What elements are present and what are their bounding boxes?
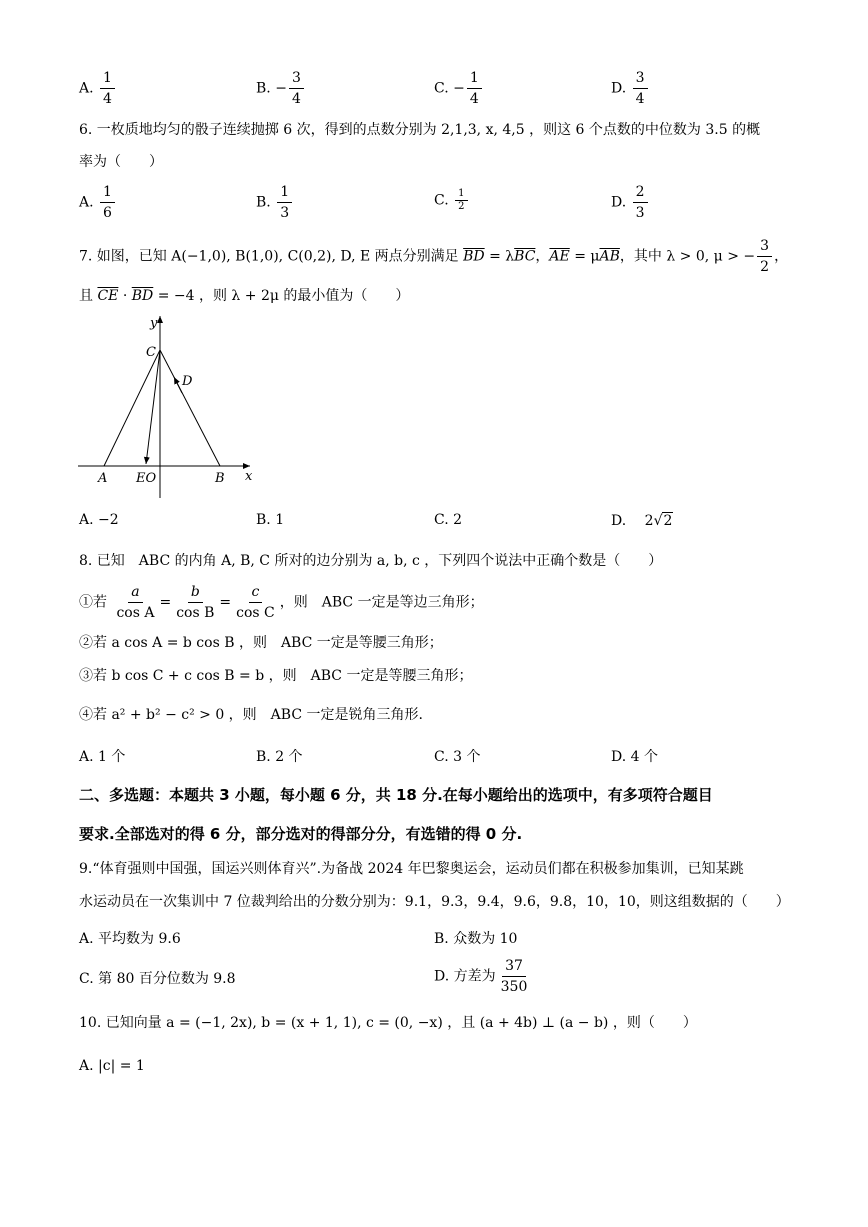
q8-option-b: B. 2 个 [256, 749, 303, 765]
option-label: A. [79, 194, 94, 211]
q8-text: ，则 ABC 一定是等边三角形； [279, 594, 484, 611]
q9-stem-line2: 水运动员在一次集训中 7 位裁判给出的分数分别为：9.1，9.3，9.4，9.6，9.8，10，10，则这组数据的（ ） [79, 894, 790, 910]
fraction [455, 188, 467, 213]
option-label: D. [611, 80, 627, 97]
label-b: B [215, 471, 225, 486]
numerator: 1 [100, 182, 115, 203]
numerator: 3 [289, 68, 304, 89]
label-d: D [182, 374, 193, 389]
denominator: 2 [458, 201, 465, 212]
fraction [113, 582, 157, 623]
q5-option-c [434, 68, 484, 109]
q8-statement-2: ②若 a cos A = b cos B ，则 ABC 一定是等腰三角形； [79, 635, 443, 651]
q6-option-a [79, 182, 117, 223]
q9-stem-line1: 9.“体育强则中国强，国运兴则体育兴”.为备战 2024 年巴黎奥运会，运动员们都在积极参加集训，已知某跳 [79, 861, 744, 877]
option-label: B. [256, 80, 271, 97]
q7-text: · [118, 288, 132, 304]
fraction [100, 182, 115, 223]
numerator: 1 [467, 68, 482, 89]
option-label: C. [434, 192, 449, 209]
coefficient: 2 [644, 513, 654, 529]
numerator: 3 [757, 236, 772, 257]
q7-text: ，其中 λ > 0, μ > − [619, 248, 756, 265]
denominator: 2 [760, 259, 770, 275]
denominator: cos A [116, 605, 155, 621]
q8-statement-4: ④若 a² + b² − c² > 0 ，则 ABC 一定是锐角三角形. [79, 707, 423, 723]
vector-bd-arrow [174, 377, 182, 393]
q7-stem-line2 [79, 286, 409, 306]
vector-bd: $\overline{BD}$ [131, 288, 154, 304]
numerator: 2 [633, 182, 648, 203]
option-label: D. [611, 513, 627, 529]
denominator: cos B [176, 605, 215, 621]
q7-text: = −4 ，则 λ + 2μ 的最小值为（ ） [153, 288, 410, 304]
q6-stem-line1: 6. 一枚质地均匀的骰子连续抛掷 6 次，得到的点数分别为 2,1,3, x, 4,5 ，则这 6 个点数的中位数为 3.5 的概 [79, 122, 761, 138]
option-label: A. [79, 80, 94, 97]
q8-option-a: A. 1 个 [79, 749, 126, 765]
q6-option-c [434, 188, 470, 213]
q7-text: ， [774, 248, 789, 265]
sign: − [275, 80, 287, 97]
option-label: D. [611, 194, 627, 211]
fraction [467, 68, 482, 109]
q10-option-a: A. |c| = 1 [79, 1058, 145, 1074]
q7-text: ， [535, 248, 550, 265]
denominator: 350 [500, 979, 528, 995]
numerator: b [188, 582, 203, 603]
q7-option-d [611, 512, 673, 529]
sign: − [453, 80, 465, 97]
fraction [289, 68, 304, 109]
q6-option-d [611, 182, 650, 223]
denominator: 3 [635, 205, 645, 221]
numerator: 37 [502, 956, 526, 977]
vector-bd: $\overline{BD}$ [463, 248, 485, 265]
q7-stem-line1 [79, 236, 788, 277]
fraction [173, 582, 217, 623]
q8-option-d: D. 4 个 [611, 749, 658, 765]
fraction [633, 68, 648, 109]
q9-option-c: C. 第 80 百分位数为 9.8 [79, 971, 236, 987]
q7-option-c: C. 2 [434, 512, 463, 528]
q9-option-a: A. 平均数为 9.6 [79, 931, 181, 947]
vector-ab: $\overline{AB}$ [599, 248, 620, 265]
q8-option-c: C. 3 个 [434, 749, 481, 765]
side-cb [160, 350, 220, 466]
q9-option-d [434, 956, 532, 997]
q10-stem: 10. 已知向量 a = (−1, 2x), b = (x + 1, 1), c = (0, −x) ，且 (a + 4b) ⊥ (a − b) ，则（ ） [79, 1015, 697, 1031]
vector-ce: $\overline{CE}$ [97, 288, 119, 304]
option-label: B. [256, 194, 271, 211]
fraction [277, 182, 292, 223]
numerator: 3 [633, 68, 648, 89]
q5-option-b [256, 68, 306, 109]
q8-stem: 8. 已知 ABC 的内角 A, B, C 所对的边分别为 a, b, c ，下列四个说法中正确个数是（ ） [79, 553, 663, 569]
q7-text: 7. 如图，已知 A(−1,0), B(1,0), C(0,2), D, E 两点分别满足 [79, 248, 464, 265]
denominator: 6 [103, 205, 112, 221]
fraction [100, 68, 115, 109]
radicand: 2 [663, 513, 673, 529]
q9-option-b: B. 众数为 10 [434, 931, 518, 947]
denominator: 4 [469, 91, 479, 107]
numerator: c [249, 582, 263, 603]
label-x: x [245, 469, 253, 484]
q7-figure [70, 310, 270, 500]
denominator: cos C [236, 605, 275, 621]
label-y: y [150, 316, 158, 331]
numerator: 1 [277, 182, 292, 203]
q8-statement-3: ③若 b cos C + c cos B = b ，则 ABC 一定是等腰三角形； [79, 668, 473, 684]
vector-ce-arrow [146, 350, 160, 464]
option-label: C. [434, 80, 449, 97]
fraction [233, 582, 278, 623]
fraction [757, 236, 772, 277]
fraction [633, 182, 648, 223]
label-c: C [146, 345, 156, 360]
label-a: A [98, 471, 108, 486]
label-eo: EO [136, 471, 157, 486]
vector-bc: $\overline{BC}$ [514, 248, 536, 265]
sqrt-icon: √ [653, 513, 663, 529]
numerator: a [128, 582, 142, 603]
q8-statement-1: ①若 $\frac{a}{\text{cos A}}$ = $\frac{b}{\text{cos B}}$ = $\frac{c}{\text{cos C}}$ ，则 ABC 一定是等边三角形； [79, 584, 484, 621]
option-label: D. 方差为 [434, 968, 496, 985]
q7-text: = μ [569, 248, 600, 265]
q6-option-b [256, 182, 294, 223]
section2-heading-line2: 要求.全部选对的得 6 分，部分选对的得部分分，有选错的得 0 分. [79, 825, 523, 843]
q7-option-a: A. −2 [79, 512, 119, 528]
side-ac [104, 350, 160, 466]
denominator: 4 [291, 91, 301, 107]
vector-ae: $\overline{AE}$ [549, 248, 570, 265]
section2-heading-line1: 二、多选题：本题共 3 小题，每小题 6 分，共 18 分.在每小题给出的选项中，有多项符合题目 [79, 786, 713, 804]
denominator: 3 [280, 205, 290, 221]
q8-text: ①若 [79, 594, 107, 611]
q5-option-a [79, 68, 117, 109]
q7-option-b: B. 1 [256, 512, 285, 528]
numerator: 1 [100, 68, 115, 89]
fraction [498, 956, 531, 997]
q7-text: = λ [484, 248, 515, 265]
q5-option-d [611, 68, 650, 109]
denominator: 4 [103, 91, 112, 107]
q7-text: 且 [79, 288, 98, 304]
q6-stem-line2: 率为（ ） [79, 154, 163, 170]
denominator: 4 [635, 91, 645, 107]
numerator: 1 [455, 188, 467, 201]
